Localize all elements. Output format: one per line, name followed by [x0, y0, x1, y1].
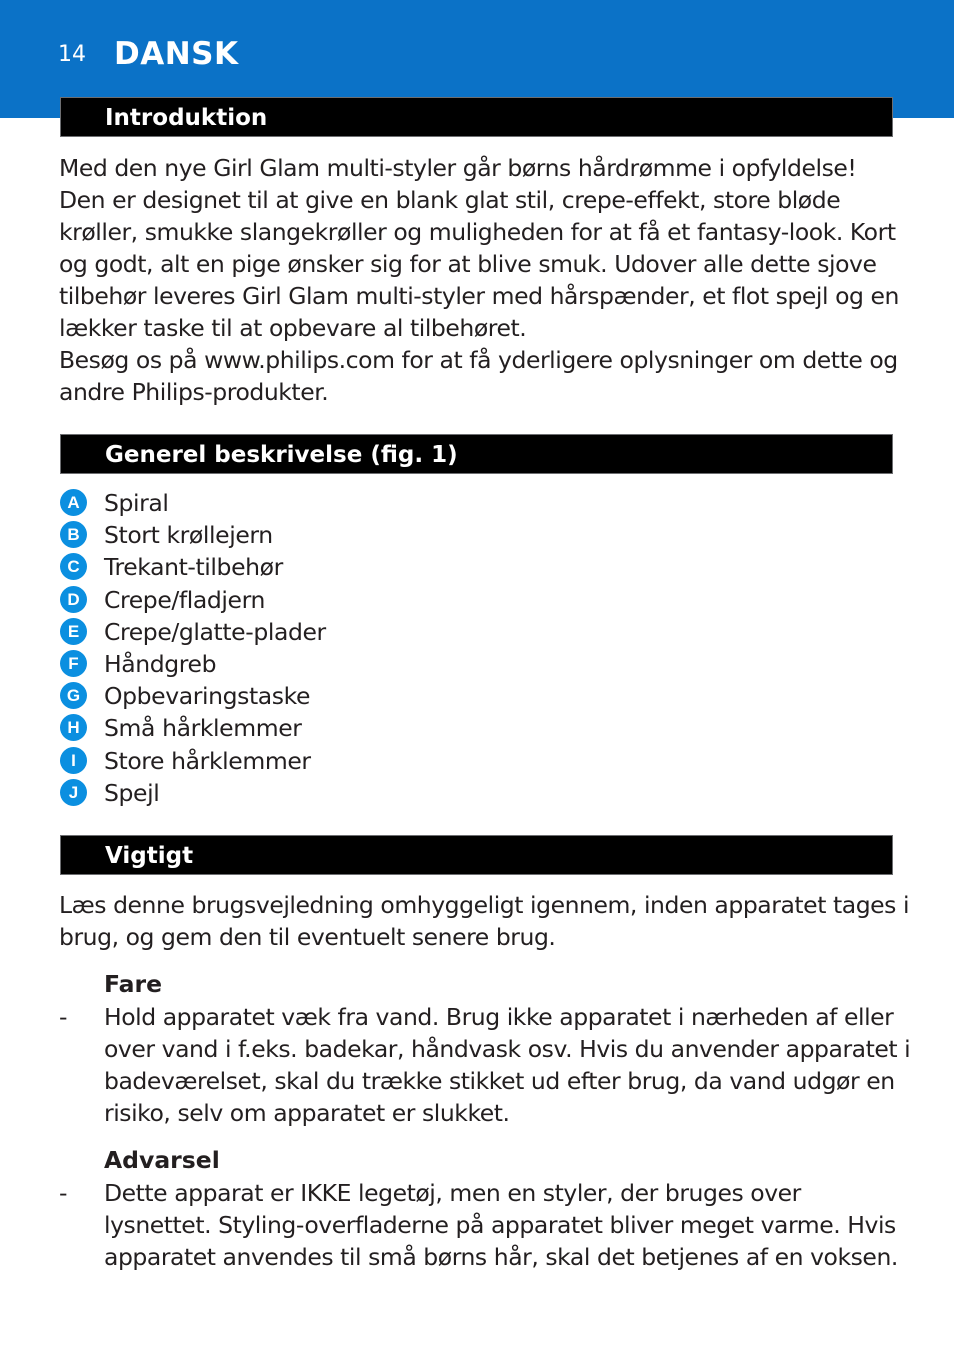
- letter-badge-icon: F: [60, 650, 87, 677]
- text-line: krøller, smukke slangekrøller og muligheden for at få et fantasy-look. Kort: [59, 218, 896, 246]
- warning-heading: Advarsel: [104, 1146, 220, 1174]
- section-header-general-description: [60, 434, 893, 474]
- text-line: badeværelset, skal du trække stikket ud efter brug, da vand udgør en: [104, 1067, 895, 1095]
- text-line: Med den nye Girl Glam multi-styler går børns hårdrømme i opfyldelse!: [59, 154, 857, 182]
- dash-marker: -: [59, 1179, 68, 1207]
- part-label: Crepe/fladjern: [104, 585, 265, 614]
- text-line: og godt, alt en pige ønsker sig for at blive smuk. Udover alle dette sjove: [59, 250, 877, 278]
- text-line: lækker taske til at opbevare al tilbehøret.: [59, 314, 527, 342]
- introduction-paragraph: [59, 152, 899, 408]
- part-label: Store hårklemmer: [104, 746, 311, 775]
- list-item: [60, 745, 660, 777]
- section-title: Introduktion: [105, 105, 268, 131]
- text-line: lysnettet. Styling-overfladerne på apparatet bliver meget varme. Hvis: [104, 1211, 896, 1239]
- section-title: Vigtigt: [105, 843, 194, 869]
- letter-badge-icon: E: [60, 618, 87, 645]
- part-label: Stort krøllejern: [104, 521, 273, 550]
- list-item: [60, 680, 660, 712]
- section-title: Generel beskrivelse (fig. 1): [105, 442, 458, 468]
- part-label: Crepe/glatte-plader: [104, 617, 326, 646]
- section-header-important: [60, 835, 893, 875]
- list-item: [60, 616, 660, 648]
- list-item: [60, 712, 660, 744]
- text-line: Hold apparatet væk fra vand. Brug ikke apparatet i nærheden af eller: [104, 1003, 894, 1031]
- text-line: over vand i f.eks. badekar, håndvask osv. Hvis du anvender apparatet i: [104, 1035, 911, 1063]
- section-header-introduction: [60, 97, 893, 137]
- text-line: Læs denne brugsvejledning omhyggeligt igennem, inden apparatet tages i: [59, 891, 910, 919]
- bullet-text: [104, 1177, 898, 1273]
- text-line: tilbehør leveres Girl Glam multi-styler med hårspænder, et flot spejl og en: [59, 282, 899, 310]
- part-label: Spiral: [104, 489, 169, 517]
- list-item: [60, 487, 660, 519]
- letter-badge-icon: A: [60, 489, 87, 516]
- important-intro-paragraph: [59, 889, 910, 953]
- list-item: [60, 551, 660, 583]
- page-number: 14: [58, 42, 86, 67]
- text-line: apparatet anvendes til små børns hår, skal det betjenes af en voksen.: [104, 1243, 898, 1271]
- text-line: andre Philips-produkter.: [59, 378, 329, 406]
- dash-marker: -: [59, 1003, 68, 1031]
- list-item: [60, 777, 660, 809]
- text-line: Besøg os på www.philips.com for at få yderligere oplysninger om dette og: [59, 346, 898, 374]
- list-item: [60, 648, 660, 680]
- part-label: Trekant-tilbehør: [104, 553, 283, 582]
- list-item: [60, 519, 660, 551]
- list-item: [60, 584, 660, 616]
- text-line: Den er designet til at give en blank glat stil, crepe-effekt, store bløde: [59, 186, 841, 214]
- letter-badge-icon: I: [60, 747, 87, 774]
- part-label: Små hårklemmer: [104, 714, 302, 743]
- letter-badge-icon: G: [60, 682, 87, 709]
- letter-badge-icon: H: [60, 714, 87, 741]
- danger-heading: Fare: [104, 970, 163, 998]
- part-label: Spejl: [104, 778, 160, 807]
- letter-badge-icon: D: [60, 586, 87, 613]
- part-label: Håndgreb: [104, 649, 217, 678]
- text-line: brug, og gem den til eventuelt senere brug.: [59, 923, 556, 951]
- parts-list: [60, 487, 660, 809]
- language-title: DANSK: [114, 36, 239, 72]
- letter-badge-icon: B: [60, 521, 87, 548]
- text-line: Dette apparat er IKKE legetøj, men en styler, der bruges over: [104, 1179, 801, 1207]
- part-label: Opbevaringstaske: [104, 682, 311, 711]
- letter-badge-icon: C: [60, 553, 87, 580]
- letter-badge-icon: J: [60, 779, 87, 806]
- bullet-text: [104, 1001, 910, 1129]
- text-line: risiko, selv om apparatet er slukket.: [104, 1099, 510, 1127]
